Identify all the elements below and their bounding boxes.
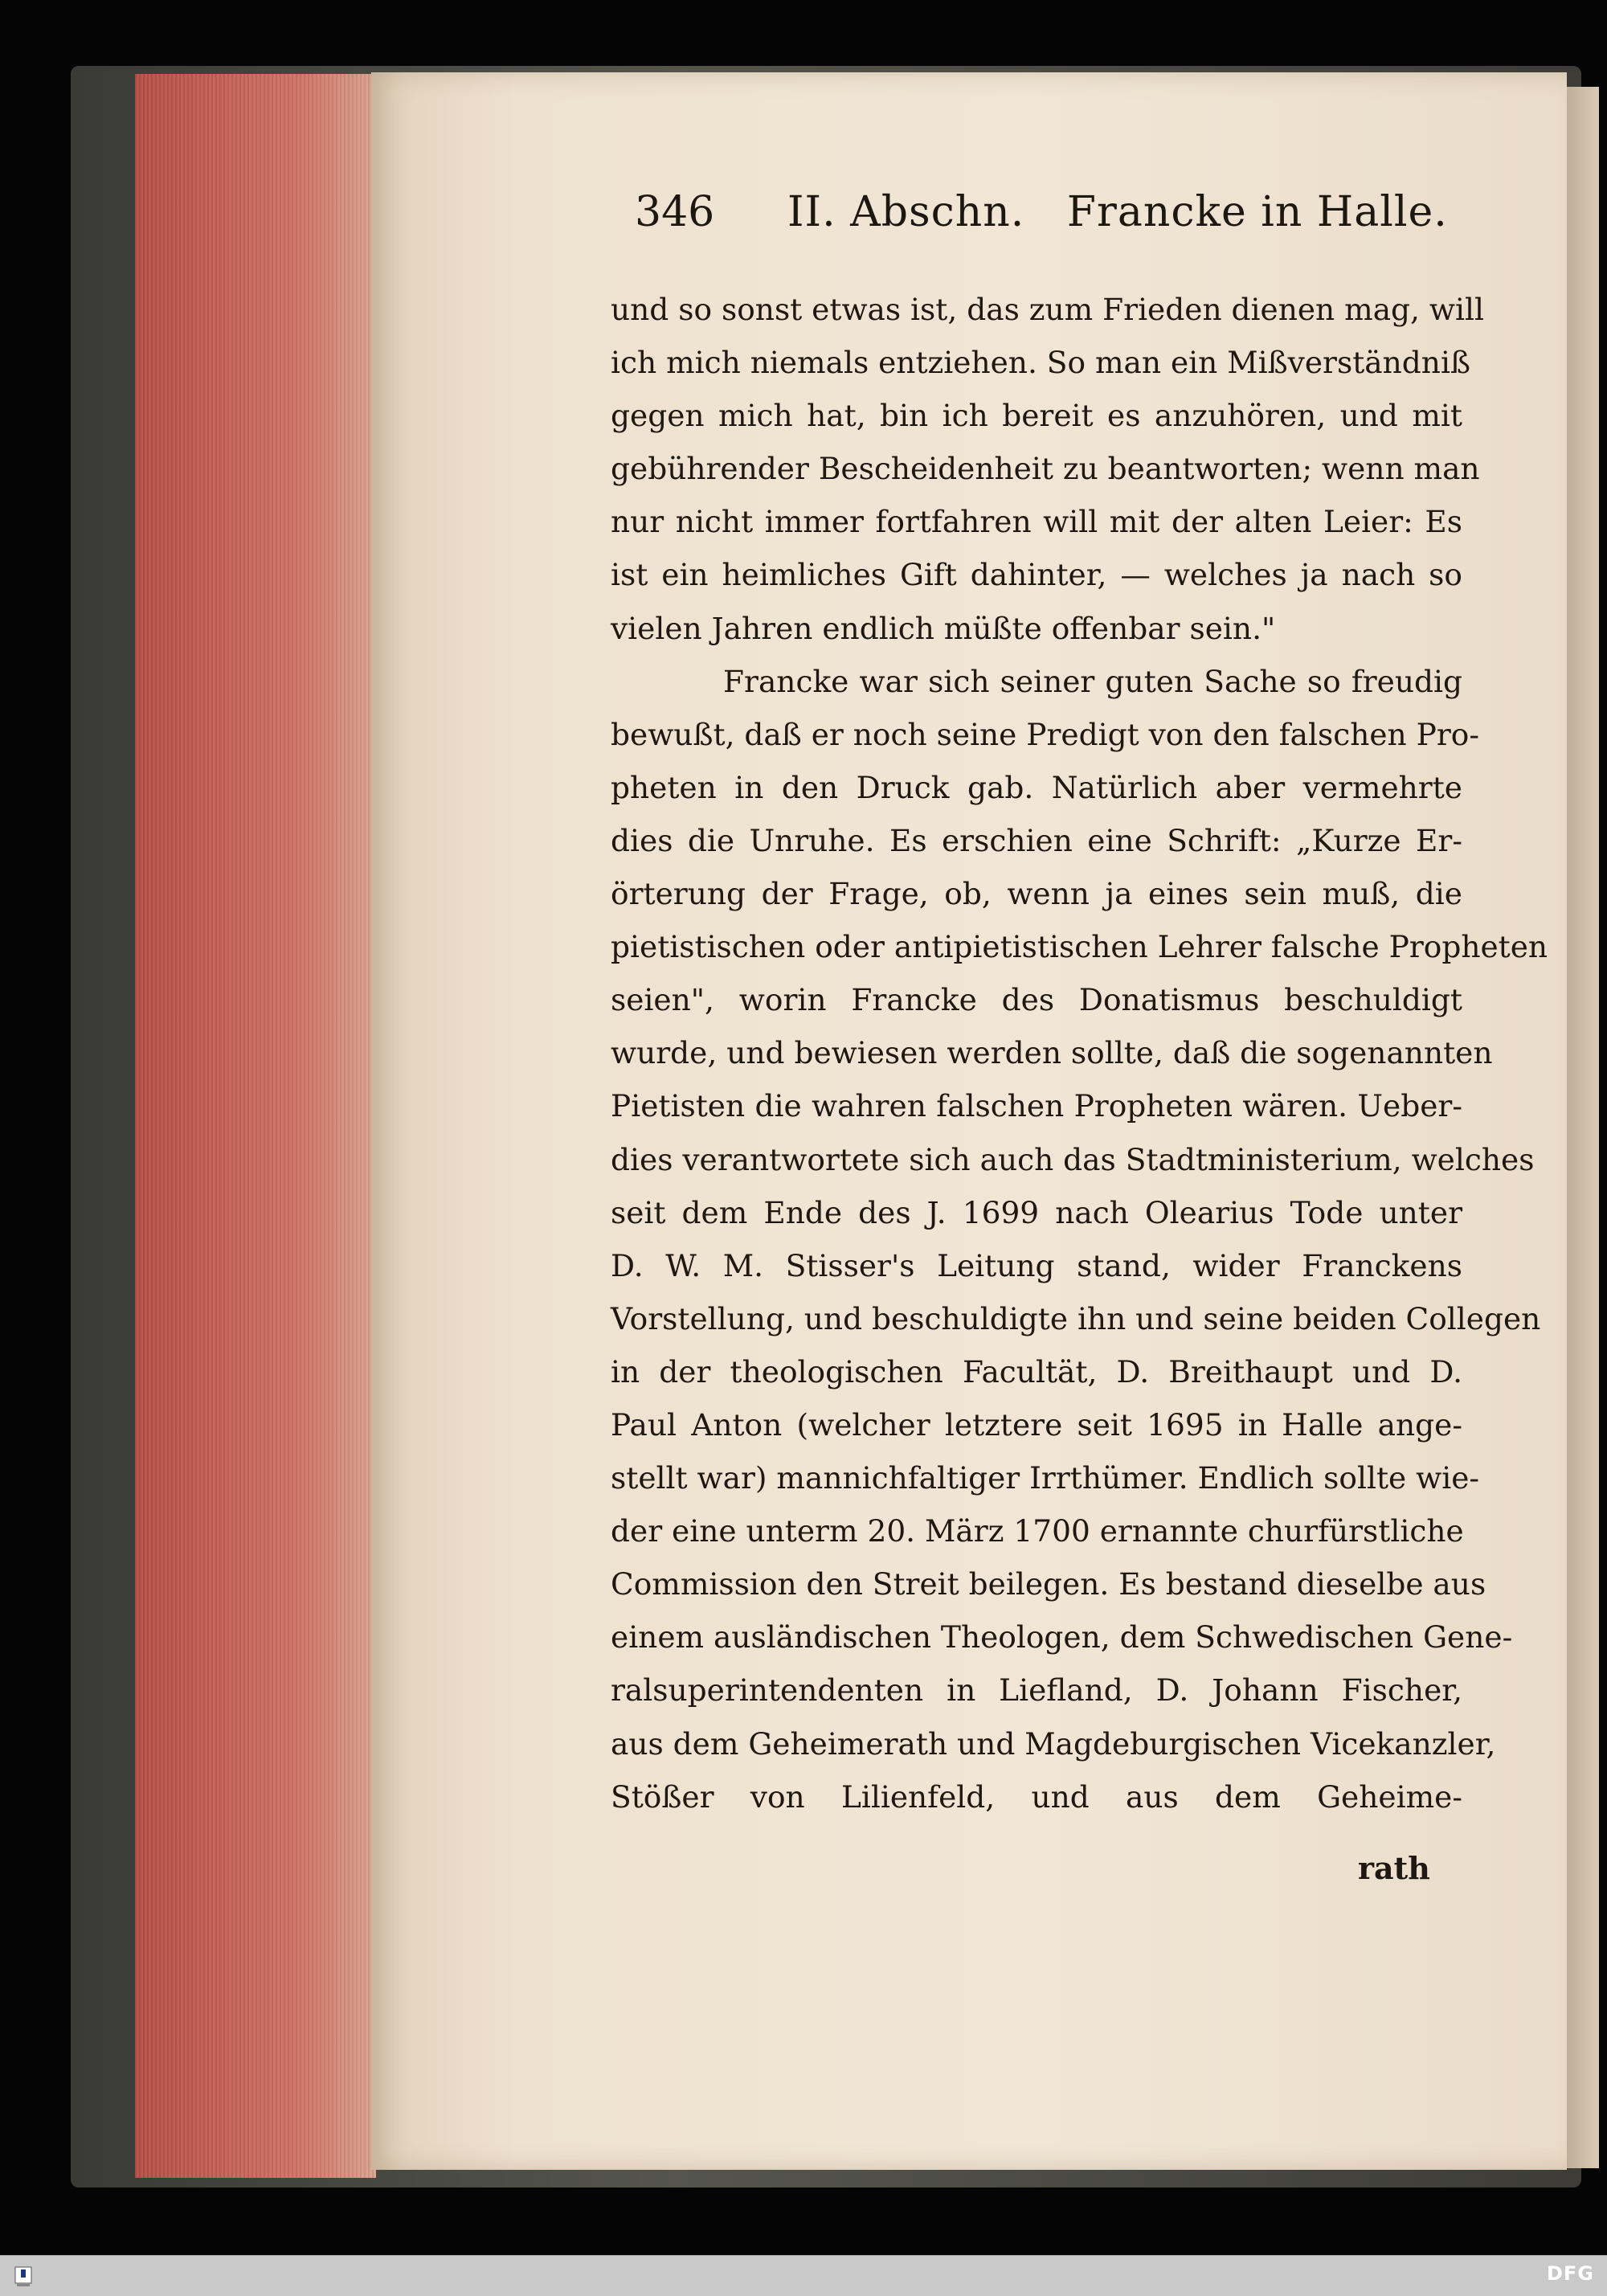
text-line: der eine unterm 20. März 1700 ernannte churfürstliche	[611, 1513, 1464, 1549]
text-line: bewußt, daß er noch seine Predigt von den falschen Pro-	[611, 716, 1480, 752]
body-text	[611, 283, 1548, 1823]
facing-page-edge	[1567, 87, 1599, 2168]
text-line: Vorstellung, und beschuldigte ihn und seine beiden Collegen	[611, 1300, 1541, 1336]
red-page-edges	[135, 74, 376, 2178]
text-line: wurde, und bewiesen werden sollte, daß die sogenannten	[611, 1035, 1493, 1071]
text-line: einem ausländischen Theologen, dem Schwedischen Gene-	[611, 1619, 1513, 1655]
text-line: stellt war) mannichfaltiger Irrthümer. Endlich sollte wie-	[611, 1460, 1480, 1496]
paragraph-first-line: Francke war sich seiner guten Sache so freudig	[723, 663, 1462, 699]
running-header	[635, 185, 1448, 249]
text-line: örterung der Frage, ob, wenn ja eines sein muß, die	[611, 876, 1462, 912]
text-line: nur nicht immer fortfahren will mit der alten Leier: Es	[611, 504, 1462, 540]
text-line: gebührender Bescheidenheit zu beantworten; wenn man	[611, 451, 1480, 487]
text-line: und so sonst etwas ist, das zum Frieden dienen mag, will	[611, 292, 1484, 327]
text-line: ist ein heimliches Gift dahinter, — welches ja nach so	[611, 557, 1462, 593]
text-line: D. W. M. Stisser's Leitung stand, wider Franckens	[611, 1247, 1462, 1283]
text-line: seien", worin Francke des Donatismus beschuldigt	[611, 982, 1462, 1018]
text-line: Pietisten die wahren falschen Propheten wären. Ueber-	[611, 1088, 1462, 1124]
text-line: aus dem Geheimerath und Magdeburgischen Vicekanzler,	[611, 1725, 1496, 1762]
text-line: seit dem Ende des J. 1699 nach Olearius Tode unter	[611, 1194, 1462, 1230]
text-line: vielen Jahren endlich müßte offenbar sein."	[611, 610, 1276, 646]
text-line: pietistischen oder antipietistischen Lehrer falsche Propheten	[611, 929, 1548, 965]
dfg-logo: DFG	[1546, 2262, 1594, 2285]
text-line: Stößer von Lilienfeld, und aus dem Geheime-	[611, 1778, 1462, 1815]
text-line: pheten in den Druck gab. Natürlich aber vermehrte	[611, 769, 1462, 805]
catchword: rath	[1358, 1850, 1430, 1886]
library-logo-icon	[10, 2262, 37, 2290]
viewer-footer-bar	[0, 2255, 1607, 2296]
text-line: ich mich niemals entziehen. So man ein Mißverständniß	[611, 345, 1470, 381]
page-number: 346	[635, 188, 715, 236]
text-line: in der theologischen Facultät, D. Breithaupt und D.	[611, 1353, 1462, 1389]
text-line: Commission den Streit beilegen. Es bestand dieselbe aus	[611, 1566, 1486, 1602]
text-line: ralsuperintendenten in Liefland, D. Johann Fischer,	[611, 1672, 1462, 1709]
text-line: dies die Unruhe. Es erschien eine Schrift: „Kurze Er-	[611, 822, 1462, 858]
text-line: gegen mich hat, bin ich bereit es anzuhören, und mit	[611, 398, 1462, 434]
text-line: dies verantwortete sich auch das Stadtministerium, welches	[611, 1141, 1535, 1177]
running-title: II. Abschn. Francke in Halle.	[787, 188, 1448, 236]
text-line: Paul Anton (welcher letztere seit 1695 in Halle ange-	[611, 1406, 1462, 1443]
